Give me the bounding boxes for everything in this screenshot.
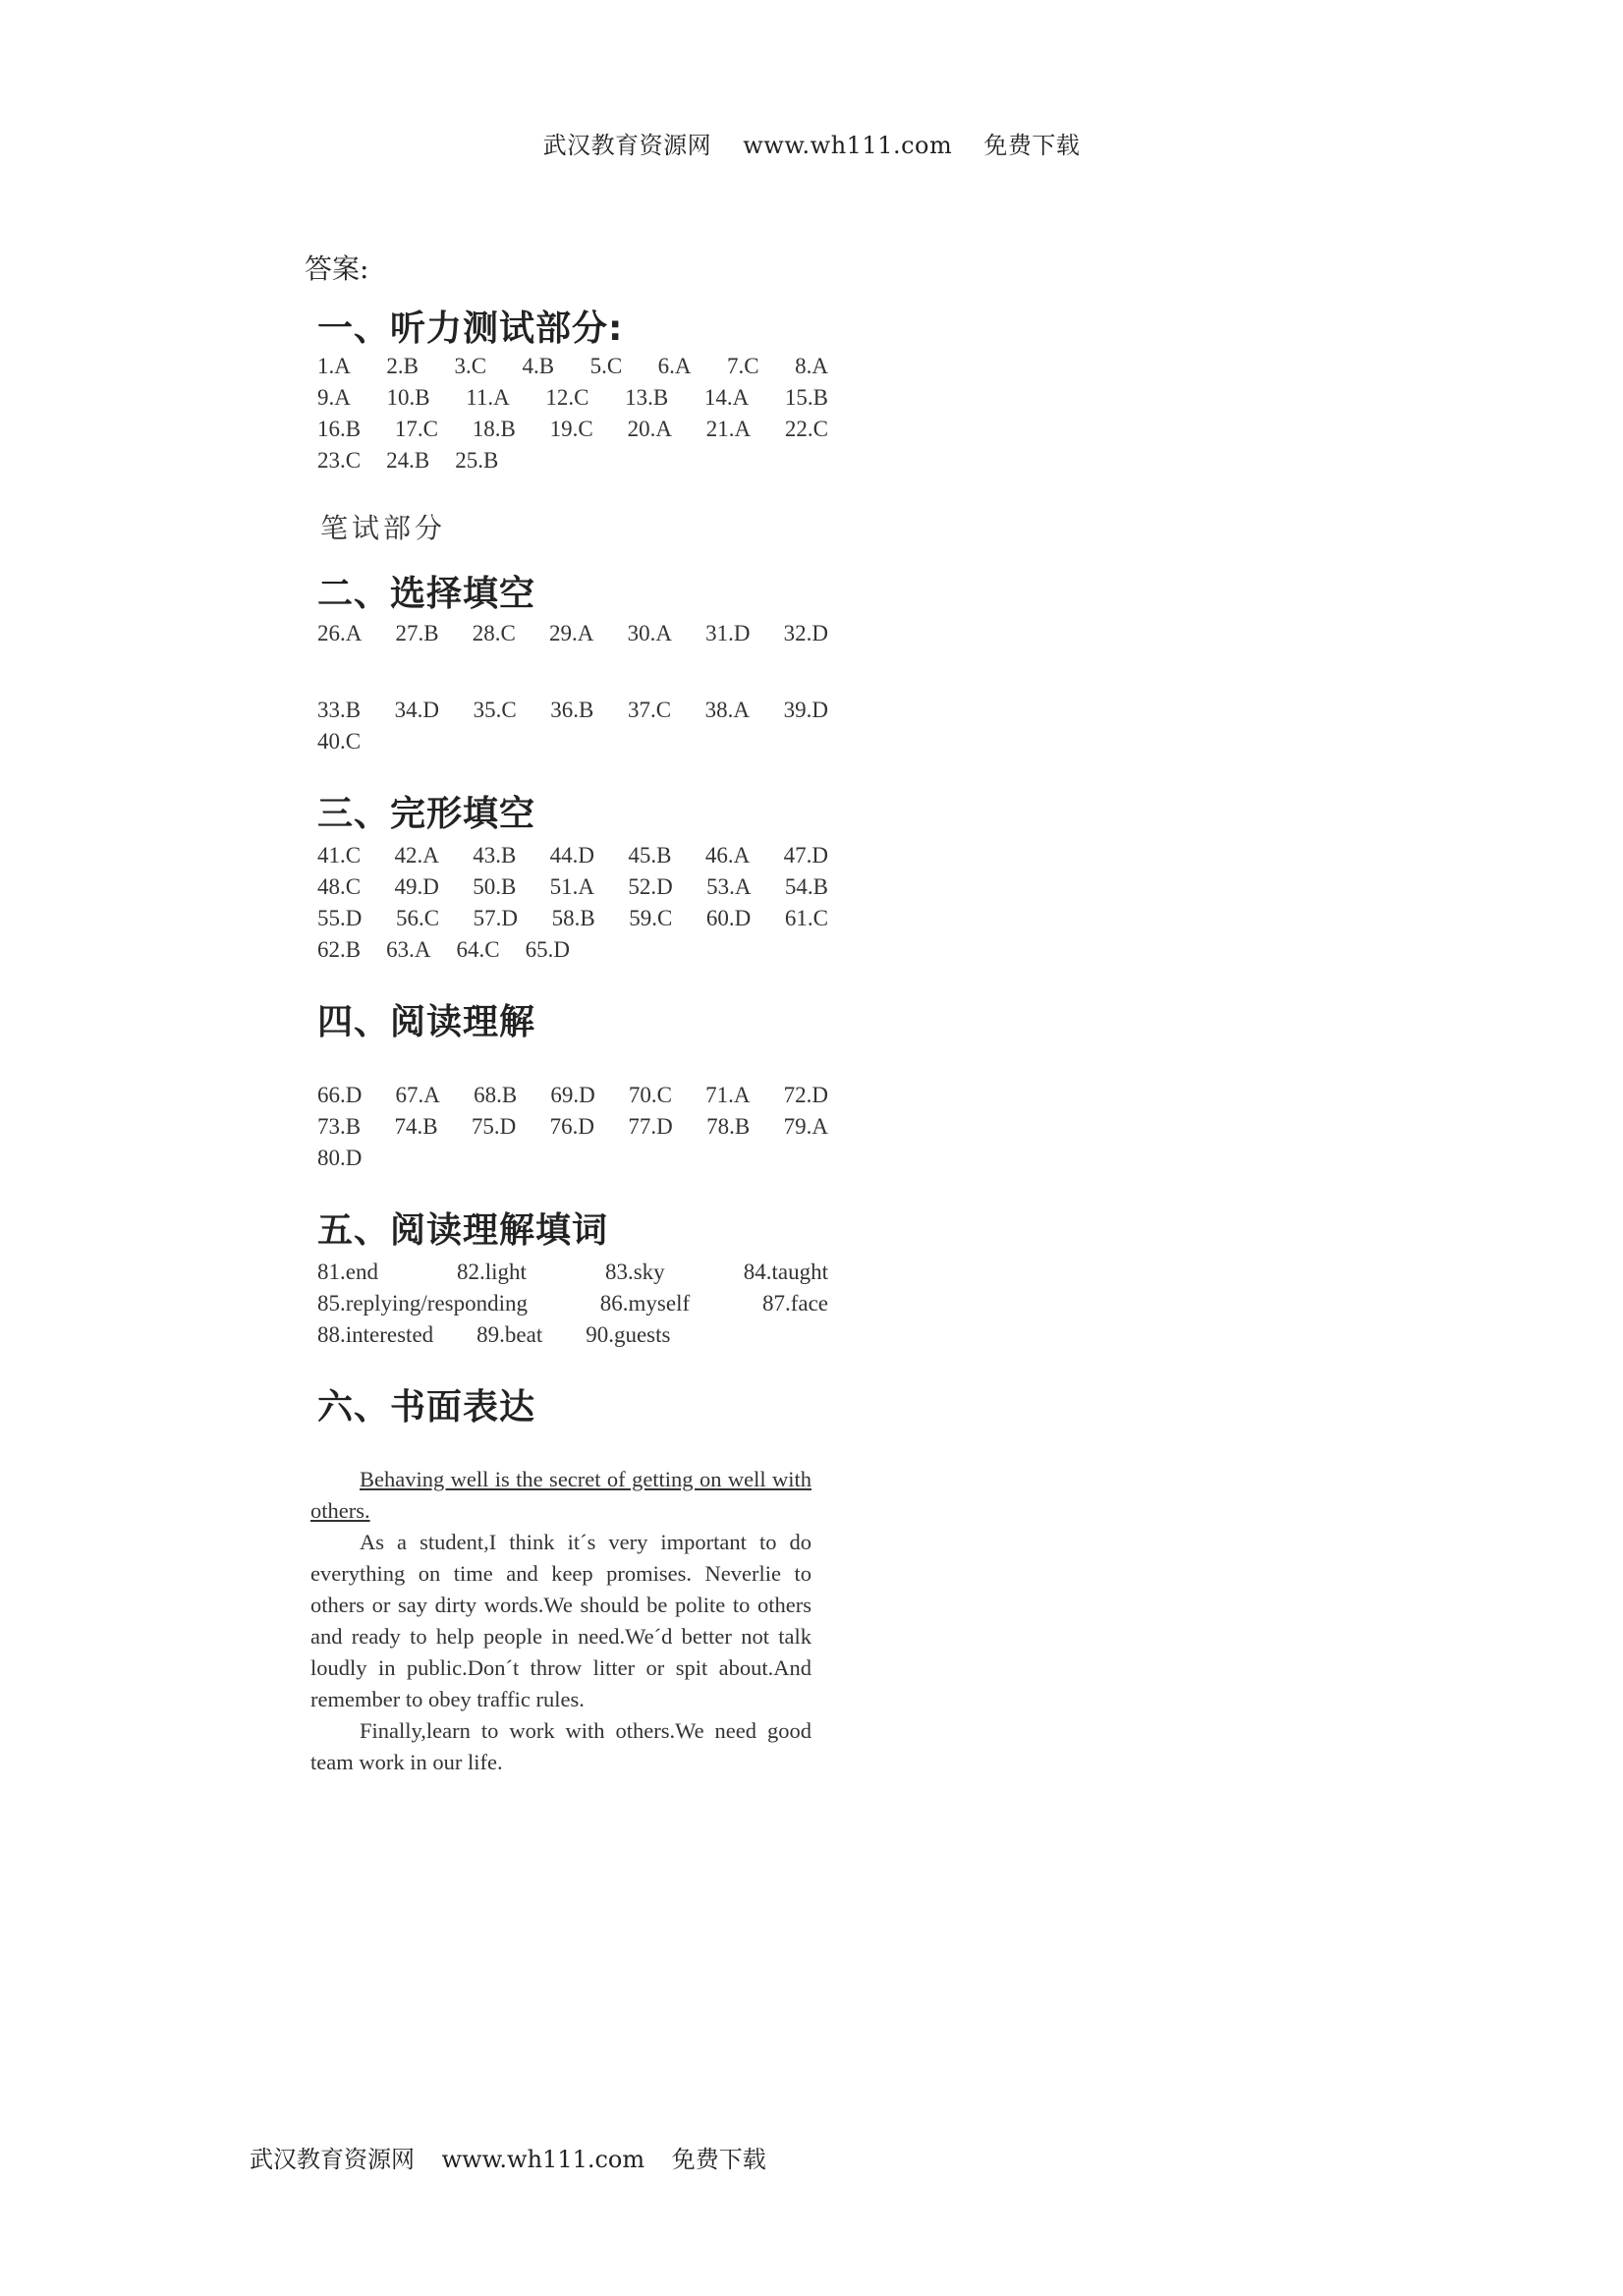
answer-item: 16.B (317, 417, 362, 441)
answer-row (317, 1146, 828, 1171)
answer-item: 9.A (317, 385, 351, 410)
answer-item: 32.D (783, 621, 828, 645)
essay-paragraph: Finally,learn to work with others.We need good team work in our life. (310, 1718, 812, 1774)
answer-item: 78.B (706, 1114, 751, 1139)
answer-item: 31.D (705, 621, 751, 645)
answer-item: 51.A (549, 874, 595, 899)
answer-item: 47.D (783, 843, 828, 868)
answer-item: 79.A (783, 1114, 828, 1139)
page-header (0, 126, 1623, 160)
answer-item: 46.A (704, 843, 751, 868)
answer-item: 73.B (317, 1114, 362, 1139)
answer-row (317, 1114, 828, 1140)
section-title-writing: 六、书面表达 (317, 1387, 536, 1428)
answer-item: 29.A (549, 621, 594, 645)
answer-item: 56.C (395, 906, 440, 930)
answer-item: 58.B (551, 906, 595, 930)
footer-url[interactable]: www.wh111.com (441, 2146, 645, 2173)
written-part-label: 笔试部分 (320, 512, 447, 544)
answer-item: 28.C (472, 621, 516, 645)
answer-item: 12.C (545, 385, 589, 410)
answer-item: 71.A (705, 1083, 751, 1107)
answer-item: 85.replying/responding (317, 1291, 528, 1316)
section-title-reading: 四、阅读理解 (317, 1002, 536, 1042)
answer-item: 89.beat (476, 1322, 543, 1347)
answer-item: 36.B (550, 698, 594, 722)
answer-item: 18.B (472, 417, 516, 441)
answer-item: 22.C (784, 417, 828, 441)
answer-item: 88.interested (317, 1322, 434, 1347)
answer-item: 11.A (466, 385, 510, 410)
essay-paragraph: As a student,I think it´s very important to do everything on time and keep promises. Neverlie to others or say dirty words.We should be polite to others and ready to help people in need.We´d better not talk loudly in public.Don´t throw litter or spit about.And remember to obey traffic rules. (310, 1530, 812, 1711)
answer-item: 69.D (550, 1083, 595, 1107)
answer-item: 55.D (317, 906, 363, 930)
answer-item: 65.D (525, 937, 570, 962)
answer-row (317, 729, 828, 755)
answer-item: 30.A (627, 621, 672, 645)
answer-item: 61.C (784, 906, 828, 930)
answer-item: 5.C (589, 354, 623, 378)
answer-item: 49.D (394, 874, 439, 899)
answer-item: 37.C (627, 698, 672, 722)
answer-item: 83.sky (604, 1260, 665, 1284)
answer-item: 33.B (317, 698, 362, 722)
answer-label: 答案: (305, 252, 369, 285)
answer-item: 40.C (317, 729, 362, 754)
answer-item: 62.B (317, 937, 362, 962)
answer-item: 57.D (473, 906, 518, 930)
section-title-listening: 一、听力测试部分: (317, 308, 624, 349)
answer-row (317, 417, 828, 442)
answer-item: 17.C (394, 417, 438, 441)
answer-item: 64.C (456, 937, 500, 962)
section-title-cloze: 三、完形填空 (317, 794, 536, 834)
answer-item: 53.A (706, 874, 752, 899)
section-title-choice: 二、选择填空 (317, 574, 536, 614)
section-title-word-fill: 五、阅读理解填词 (317, 1210, 609, 1251)
answer-item: 84.taught (743, 1260, 828, 1284)
answer-item: 34.D (394, 698, 440, 722)
answer-item: 19.C (549, 417, 593, 441)
answer-item: 60.D (705, 906, 752, 930)
answer-item: 44.D (549, 843, 595, 868)
page-footer (250, 2140, 786, 2174)
answer-row (317, 1083, 828, 1108)
answer-row (317, 385, 828, 411)
answer-item: 6.A (657, 354, 692, 378)
answer-item: 35.C (473, 698, 517, 722)
answer-item: 41.C (317, 843, 362, 868)
answer-item: 76.D (549, 1114, 595, 1139)
answer-row (317, 906, 828, 931)
answer-row (317, 698, 828, 723)
essay-title: Behaving well is the secret of getting on well with others. (310, 1467, 812, 1523)
answer-item: 14.A (703, 385, 750, 410)
answer-item: 24.B (386, 448, 430, 473)
answer-row (317, 1291, 828, 1316)
answer-item: 66.D (317, 1083, 363, 1107)
header-url[interactable]: www.wh111.com (743, 132, 953, 159)
footer-site: 武汉教育资源网 (250, 2146, 415, 2173)
answer-item: 54.B (784, 874, 828, 899)
answer-item: 23.C (317, 448, 362, 473)
answer-item: 45.B (628, 843, 672, 868)
answer-item: 74.B (394, 1114, 438, 1139)
answer-item: 10.B (386, 385, 430, 410)
answer-row (317, 843, 828, 868)
answer-item: 39.D (783, 698, 828, 722)
answer-item: 42.A (394, 843, 439, 868)
answer-row (317, 448, 828, 474)
answer-item: 3.C (454, 354, 487, 378)
answer-item: 86.myself (599, 1291, 691, 1316)
answer-item: 8.A (795, 354, 828, 378)
answer-item: 7.C (727, 354, 759, 378)
answer-item: 20.A (627, 417, 672, 441)
answer-row (317, 621, 828, 646)
answer-item: 67.A (395, 1083, 440, 1107)
answer-row (317, 1322, 828, 1348)
answer-item: 15.B (784, 385, 828, 410)
answer-item: 2.B (386, 354, 419, 378)
answer-item: 1.A (317, 354, 351, 378)
answer-row (317, 354, 828, 379)
answer-item: 77.D (628, 1114, 673, 1139)
answer-item: 21.A (705, 417, 752, 441)
answer-item: 82.light (457, 1260, 527, 1284)
answer-row (317, 1260, 828, 1285)
answer-item: 75.D (471, 1114, 517, 1139)
header-tag: 免费下载 (983, 132, 1081, 159)
answer-item: 72.D (783, 1083, 828, 1107)
answer-item: 13.B (625, 385, 669, 410)
answer-item: 52.D (628, 874, 673, 899)
answer-item: 87.face (761, 1291, 828, 1316)
answer-item: 68.B (474, 1083, 518, 1107)
answer-item: 48.C (317, 874, 362, 899)
answer-row (317, 937, 828, 963)
answer-item: 38.A (704, 698, 751, 722)
answer-item: 25.B (455, 448, 499, 473)
answer-item: 4.B (522, 354, 555, 378)
answer-item: 59.C (629, 906, 673, 930)
answer-item: 43.B (473, 843, 517, 868)
answer-item: 27.B (395, 621, 439, 645)
answer-item: 63.A (386, 937, 431, 962)
answer-item: 26.A (317, 621, 363, 645)
answer-item: 81.end (317, 1260, 378, 1284)
answer-item: 70.C (628, 1083, 672, 1107)
answer-row (317, 874, 828, 900)
answer-item: 90.guests (586, 1322, 671, 1347)
answer-item: 50.B (473, 874, 517, 899)
answer-item: 80.D (317, 1146, 363, 1170)
header-site: 武汉教育资源网 (542, 132, 712, 159)
footer-tag: 免费下载 (671, 2146, 766, 2173)
essay (310, 1464, 812, 1778)
